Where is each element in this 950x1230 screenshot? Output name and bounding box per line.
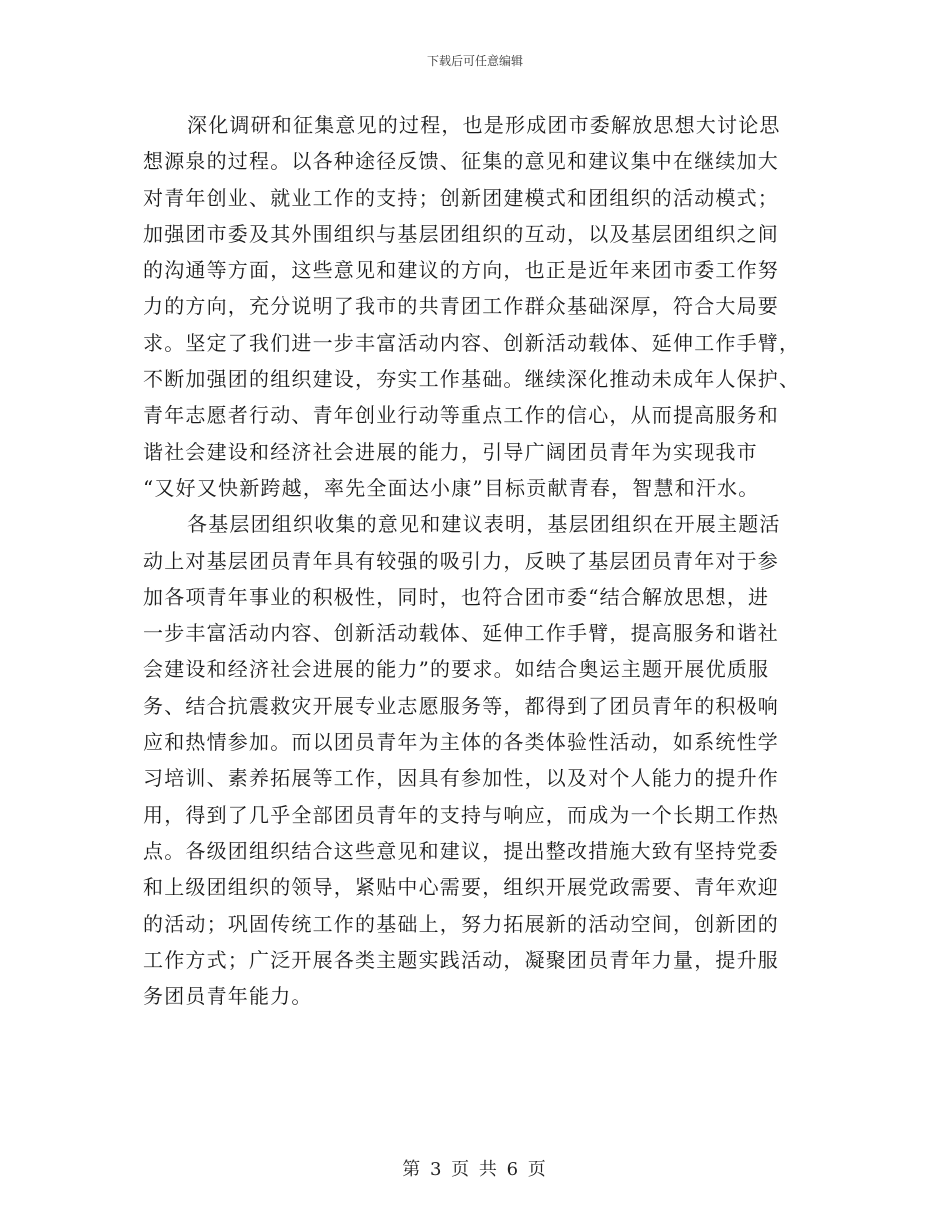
text-line: 对青年创业、就业工作的支持；创新团建模式和团组织的活动模式； <box>143 185 779 210</box>
text-line: 的沟通等方面，这些意见和建议的方向，也正是近年来团市委工作努 <box>143 258 779 283</box>
text-line: 用，得到了几乎全部团员青年的支持与响应，而成为一个长期工作热 <box>143 802 779 827</box>
text-line: 不断加强团的组织建设，夯实工作基础。继续深化推动未成年人保护、 <box>143 367 801 392</box>
paragraph-2 <box>143 506 823 1014</box>
text-line: 务、结合抗震救灾开展专业志愿服务等，都得到了团员青年的积极响 <box>143 693 779 718</box>
text-line: 各基层团组织收集的意见和建议表明，基层团组织在开展主题活 <box>187 512 781 537</box>
text-line: 求。坚定了我们进一步丰富活动内容、创新活动载体、延伸工作手臂， <box>143 330 801 355</box>
text-line: 务团员青年能力。 <box>143 984 313 1009</box>
text-line: 动上对基层团员青年具有较强的吸引力，反映了基层团员青年对于参 <box>143 548 779 573</box>
text-line: 点。各级团组织结合这些意见和建议，提出整改措施大致有坚持党委 <box>143 838 779 863</box>
page-header: 下载后可任意编辑 <box>426 54 523 68</box>
text-line: 加强团市委及其外围组织与基层团组织的互动，以及基层团组织之间 <box>143 221 779 246</box>
text-line: 深化调研和征集意见的过程，也是形成团市委解放思想大讨论思 <box>187 113 781 137</box>
text-line: 一步丰富活动内容、创新活动载体、延伸工作手臂，提高服务和谐社 <box>143 621 779 646</box>
text-line: “又好又快新跨越，率先全面达小康”目标贡献青春，智慧和汗水。 <box>143 475 760 500</box>
text-line: 工作方式；广泛开展各类主题实践活动，凝聚团员青年力量，提升服 <box>143 947 779 972</box>
text-line: 青年志愿者行动、青年创业行动等重点工作的信心，从而提高服务和 <box>143 403 779 428</box>
document-body <box>143 107 823 1014</box>
paragraph-1 <box>143 107 823 506</box>
text-line: 想源泉的过程。以各种途径反馈、征集的意见和建议集中在继续加大 <box>143 149 779 174</box>
text-line: 的活动；巩固传统工作的基础上，努力拓展新的活动空间，创新团的 <box>143 911 779 936</box>
text-line: 和上级团组织的领导，紧贴中心需要，组织开展党政需要、青年欢迎 <box>143 875 779 900</box>
text-line: 习培训、素养拓展等工作，因具有参加性，以及对个人能力的提升作 <box>143 766 779 791</box>
text-line: 会建设和经济社会进展的能力”的要求。如结合奥运主题开展优质服 <box>143 657 770 682</box>
page-number-footer: 第 3 页 共 6 页 <box>402 1159 548 1180</box>
text-line: 应和热情参加。而以团员青年为主体的各类体验性活动，如系统性学 <box>143 730 779 755</box>
text-line: 加各项青年事业的积极性，同时，也符合团市委“结合解放思想，进 <box>143 584 770 609</box>
text-line: 力的方向，充分说明了我市的共青团工作群众基础深厚，符合大局要 <box>143 294 779 319</box>
text-line: 谐社会建设和经济社会进展的能力，引导广阔团员青年为实现我市 <box>143 439 758 464</box>
